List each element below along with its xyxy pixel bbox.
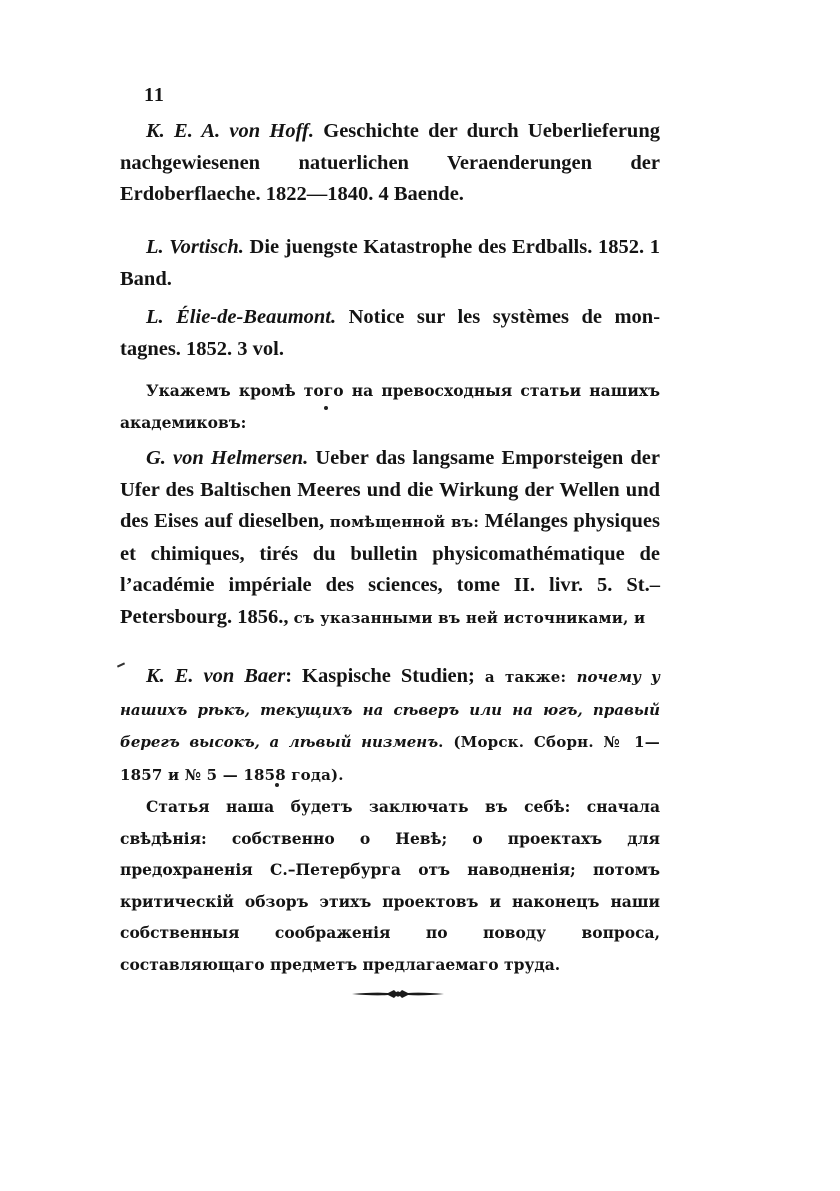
entry-author: G. von Helmersen. xyxy=(146,447,309,469)
entry-text: Mélanges physiques et chimiques, tirés du bulletin physicomathématique de l’académie impériale des sciences, tome II. livr. 5. St.–Petersbourg. 1856., xyxy=(120,510,660,628)
page-number: 11 xyxy=(144,84,165,106)
entry-author: L. Vortisch. xyxy=(146,236,244,258)
entry-text: Geschichte der durch Ueberlieferung nachgewiesenen natuerlichen Veraenderungen der Erdoberflaeche. 1822—1840. 4 Baende. xyxy=(120,120,660,205)
bibliography-entry-baer xyxy=(120,661,660,791)
entry-text-ru: а также: xyxy=(484,668,577,686)
intro-paragraph: Укажемъ кромѣ того на превосходныя статьи нашихъ академиковъ: xyxy=(120,381,660,432)
entry-reference: . (Морск. Сборн. № 1—1857 и № 5 — 1858 года). xyxy=(120,733,661,784)
entry-author: K. E. von Baer xyxy=(146,665,286,687)
entry-text: Ueber das langsame Emporsteigen der Ufer des Baltischen Meeres und die Wirkung der Wellen und des Eises auf dieselben, xyxy=(120,447,660,532)
entry-text: Die juengste Katastrophe des Erdballs. 1852. 1 Band. xyxy=(120,236,660,290)
print-speck xyxy=(275,783,279,787)
entry-title-ru: почему у нашихъ рѣкъ, текущихъ на сѣверъ или на югъ, правый берегъ высокъ, а лѣвый низменъ xyxy=(120,668,660,751)
entry-text: : Kaspische Studien; xyxy=(285,665,485,687)
bibliography-entry-helmersen xyxy=(120,443,660,634)
entry-text: Notice sur les systèmes de montagnes. 1852. 3 vol. xyxy=(120,306,661,360)
entry-text-ru: съ указанными въ ней источниками, и xyxy=(293,608,646,627)
print-speck xyxy=(324,406,328,410)
bibliography-entry-vortisch xyxy=(120,232,660,295)
bibliography-entry-beaumont xyxy=(120,302,660,365)
ornament-divider-icon xyxy=(350,984,446,1004)
entry-author: K. E. A. von Hoff. xyxy=(146,120,314,142)
bibliography-entry-hoff xyxy=(120,116,660,211)
entry-author: L. Élie-de-Beaumont. xyxy=(146,306,337,328)
closing-paragraph: Статья наша будетъ заключать въ себѣ: сначала свѣдѣнія: собственно о Невѣ; о проектахъ для предохраненія С.–Петербурга отъ наводненія; потомъ критическій обзоръ этихъ проектовъ и наконецъ наши собственныя соображенія по поводу вопроса, составляющаго предметъ предлагаемаго труда. xyxy=(120,797,660,974)
entry-text-ru: помѣщенной въ: xyxy=(329,513,480,531)
